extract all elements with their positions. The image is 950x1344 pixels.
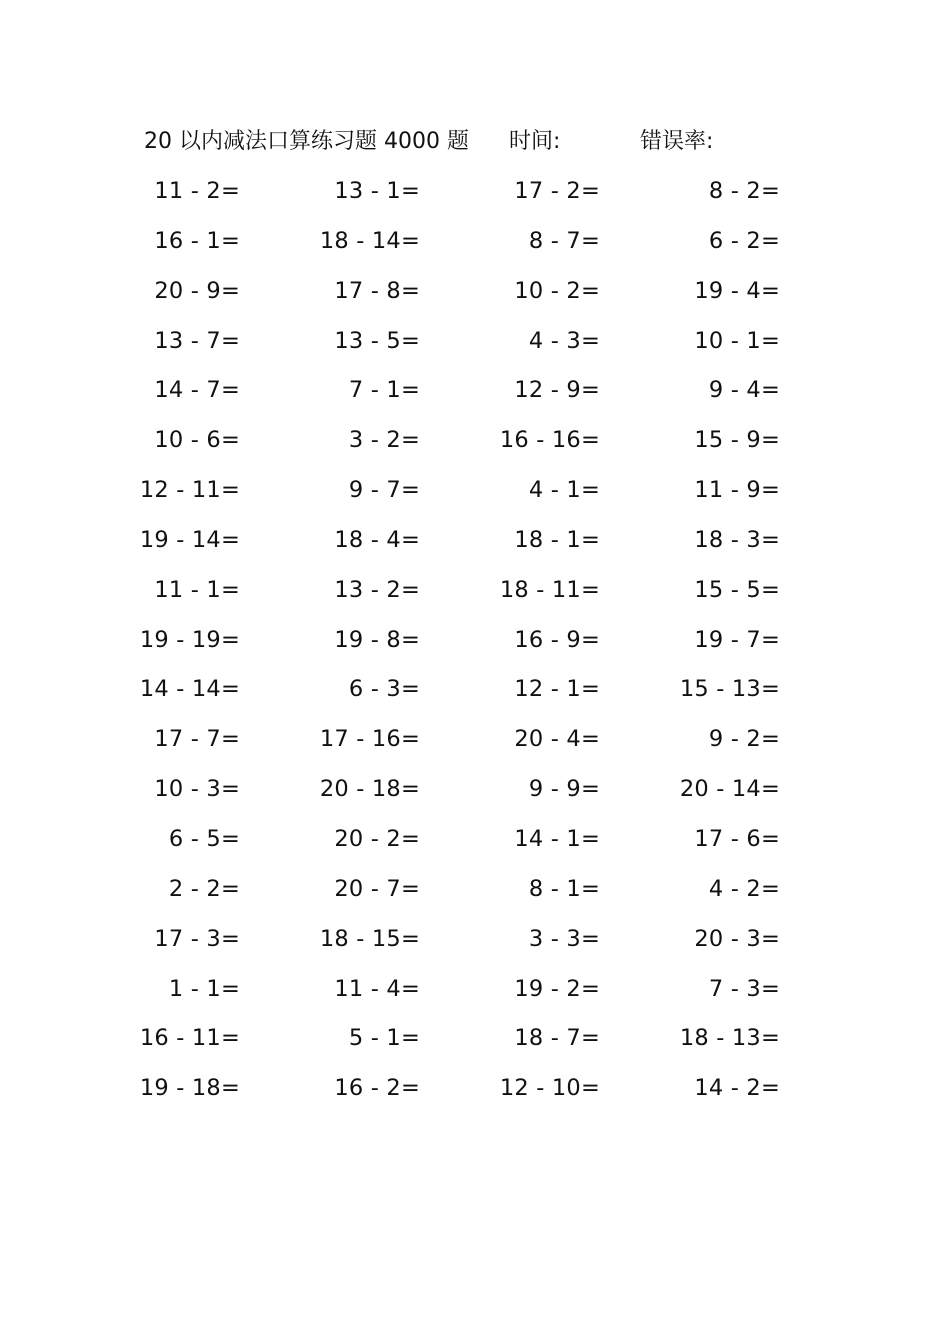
problem-item: 20 - 7= bbox=[334, 875, 420, 902]
problem-item: 20 - 9= bbox=[154, 277, 240, 304]
problem-row bbox=[0, 969, 950, 1019]
problem-item: 16 - 1= bbox=[154, 227, 240, 254]
problem-row bbox=[0, 669, 950, 719]
problem-item: 13 - 2= bbox=[334, 576, 420, 603]
problem-item: 10 - 1= bbox=[694, 327, 780, 354]
problem-item: 14 - 1= bbox=[514, 825, 600, 852]
problem-item: 17 - 7= bbox=[154, 726, 240, 753]
problem-item: 17 - 6= bbox=[694, 825, 780, 852]
worksheet-header bbox=[144, 124, 824, 160]
problem-row bbox=[0, 470, 950, 520]
problem-item: 20 - 2= bbox=[334, 825, 420, 852]
problem-item: 14 - 2= bbox=[694, 1075, 780, 1102]
problem-item: 14 - 7= bbox=[154, 377, 240, 404]
problem-item: 15 - 5= bbox=[694, 576, 780, 603]
problem-item: 16 - 11= bbox=[139, 1025, 240, 1052]
problem-item: 17 - 16= bbox=[319, 726, 420, 753]
problem-item: 7 - 1= bbox=[348, 377, 420, 404]
problem-item: 10 - 6= bbox=[154, 427, 240, 454]
problem-item: 11 - 2= bbox=[154, 178, 240, 204]
problem-row bbox=[0, 520, 950, 570]
problem-item: 17 - 8= bbox=[334, 277, 420, 304]
problem-item: 4 - 3= bbox=[528, 327, 600, 354]
problem-item: 18 - 7= bbox=[514, 1025, 600, 1052]
problem-row bbox=[0, 1068, 950, 1118]
problem-item: 11 - 4= bbox=[334, 975, 420, 1002]
problem-item: 16 - 9= bbox=[514, 626, 600, 653]
problem-item: 19 - 18= bbox=[139, 1075, 240, 1102]
problem-item: 12 - 10= bbox=[499, 1075, 600, 1102]
problem-item: 18 - 13= bbox=[679, 1025, 780, 1052]
worksheet-title: 20 以内减法口算练习题 4000 题 bbox=[144, 129, 469, 154]
problem-row bbox=[0, 769, 950, 819]
problem-item: 17 - 3= bbox=[154, 925, 240, 952]
time-label: 时间: bbox=[509, 129, 561, 154]
problem-item: 13 - 7= bbox=[154, 327, 240, 354]
problem-item: 11 - 1= bbox=[154, 576, 240, 603]
problem-item: 18 - 4= bbox=[334, 526, 420, 553]
problem-item: 6 - 2= bbox=[708, 227, 780, 254]
problem-item: 14 - 14= bbox=[139, 676, 240, 703]
problem-item: 18 - 1= bbox=[514, 526, 600, 553]
problem-item: 8 - 7= bbox=[528, 227, 600, 254]
problem-item: 12 - 1= bbox=[514, 676, 600, 703]
problem-item: 1 - 1= bbox=[168, 975, 240, 1002]
problem-item: 18 - 11= bbox=[499, 576, 600, 603]
problem-item: 11 - 9= bbox=[694, 477, 780, 504]
problem-item: 20 - 14= bbox=[679, 776, 780, 803]
problem-item: 19 - 7= bbox=[694, 626, 780, 653]
problem-row bbox=[0, 370, 950, 420]
problem-item: 12 - 11= bbox=[139, 477, 240, 504]
problem-item: 18 - 14= bbox=[319, 227, 420, 254]
problem-row bbox=[0, 221, 950, 271]
problem-row bbox=[0, 819, 950, 869]
error-rate-label: 错误率: bbox=[640, 129, 714, 154]
problem-item: 16 - 16= bbox=[499, 427, 600, 454]
problem-item: 19 - 14= bbox=[139, 526, 240, 553]
problem-item: 17 - 2= bbox=[514, 178, 600, 204]
problem-row bbox=[0, 869, 950, 919]
problem-item: 10 - 3= bbox=[154, 776, 240, 803]
problem-row bbox=[0, 919, 950, 969]
problem-row bbox=[0, 420, 950, 470]
problem-item: 12 - 9= bbox=[514, 377, 600, 404]
problem-item: 2 - 2= bbox=[168, 875, 240, 902]
problem-item: 20 - 3= bbox=[694, 925, 780, 952]
problem-grid bbox=[0, 171, 950, 1118]
problem-item: 13 - 1= bbox=[334, 178, 420, 204]
problem-item: 7 - 3= bbox=[708, 975, 780, 1002]
problem-item: 6 - 3= bbox=[348, 676, 420, 703]
problem-item: 5 - 1= bbox=[348, 1025, 420, 1052]
problem-row bbox=[0, 271, 950, 321]
problem-item: 19 - 19= bbox=[139, 626, 240, 653]
problem-item: 3 - 2= bbox=[348, 427, 420, 454]
problem-item: 9 - 7= bbox=[348, 477, 420, 504]
problem-item: 15 - 13= bbox=[679, 676, 780, 703]
problem-item: 6 - 5= bbox=[168, 825, 240, 852]
problem-item: 4 - 2= bbox=[708, 875, 780, 902]
problem-row bbox=[0, 321, 950, 371]
problem-row bbox=[0, 1018, 950, 1068]
problem-row bbox=[0, 570, 950, 620]
problem-item: 18 - 3= bbox=[694, 526, 780, 553]
problem-row bbox=[0, 719, 950, 769]
problem-item: 4 - 1= bbox=[528, 477, 600, 504]
problem-item: 10 - 2= bbox=[514, 277, 600, 304]
problem-item: 16 - 2= bbox=[334, 1075, 420, 1102]
problem-row bbox=[0, 171, 950, 221]
problem-item: 3 - 3= bbox=[528, 925, 600, 952]
problem-item: 8 - 1= bbox=[528, 875, 600, 902]
problem-item: 19 - 2= bbox=[514, 975, 600, 1002]
problem-item: 18 - 15= bbox=[319, 925, 420, 952]
problem-row bbox=[0, 620, 950, 670]
problem-item: 9 - 2= bbox=[708, 726, 780, 753]
problem-item: 20 - 18= bbox=[319, 776, 420, 803]
problem-item: 20 - 4= bbox=[514, 726, 600, 753]
problem-item: 8 - 2= bbox=[708, 178, 780, 204]
problem-item: 9 - 4= bbox=[708, 377, 780, 404]
problem-item: 19 - 4= bbox=[694, 277, 780, 304]
problem-item: 15 - 9= bbox=[694, 427, 780, 454]
problem-item: 9 - 9= bbox=[528, 776, 600, 803]
problem-item: 13 - 5= bbox=[334, 327, 420, 354]
problem-item: 19 - 8= bbox=[334, 626, 420, 653]
